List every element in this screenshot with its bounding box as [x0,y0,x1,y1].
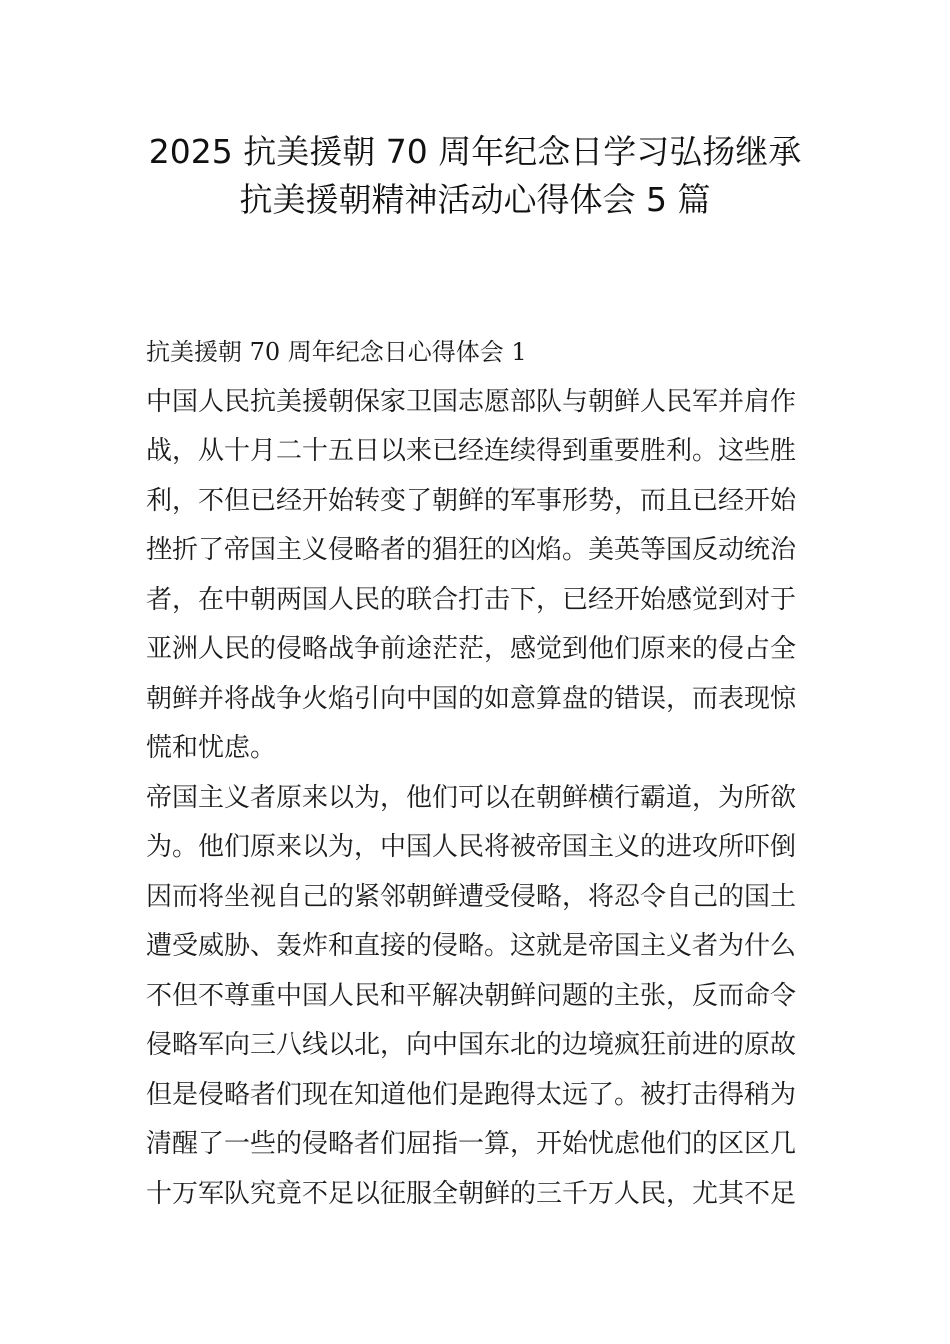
title-line-2: 抗美援朝精神活动心得体会 5 篇 [239,180,711,219]
document-title [0,128,950,224]
paragraph-line: 十万军队究竟不足以征服全朝鲜的三千万人民，尤其不足 [146,1178,797,1209]
paragraph-line: 因而将坐视自己的紧邻朝鲜遭受侵略，将忍令自己的国土 [146,881,797,912]
section-heading: 抗美援朝 70 周年纪念日心得体会 1 [146,338,527,366]
document-body [146,328,810,1219]
paragraph-line: 中国人民抗美援朝保家卫国志愿部队与朝鲜人民军并肩作 [146,386,797,417]
paragraph-line: 不但不尊重中国人民和平解决朝鲜问题的主张，反而命令 [146,980,797,1011]
paragraph-line: 利，不但已经开始转变了朝鲜的军事形势，而且已经开始 [146,485,797,516]
paragraph-line: 慌和忧虑。 [146,733,277,763]
title-line-1: 2025 抗美援朝 70 周年纪念日学习弘扬继承 [148,132,802,171]
paragraph-line: 挫折了帝国主义侵略者的猖狂的凶焰。美英等国反动统治 [146,535,797,565]
paragraph-line: 亚洲人民的侵略战争前途茫茫，感觉到他们原来的侵占全 [146,634,797,664]
paragraph-line: 者，在中朝两国人民的联合打击下，已经开始感觉到对于 [146,584,797,615]
paragraph-line: 清醒了一些的侵略者们屈指一算，开始忧虑他们的区区几 [146,1129,797,1159]
paragraph-line: 侵略军向三八线以北，向中国东北的边境疯狂前进的原故 [146,1030,797,1060]
paragraph-line: 朝鲜并将战争火焰引向中国的如意算盘的错误，而表现惊 [146,683,797,714]
paragraph-line: 为。他们原来以为，中国人民将被帝国主义的进攻所吓倒 [146,832,797,862]
paragraph-line: 遭受威胁、轰炸和直接的侵略。这就是帝国主义者为什么 [146,931,797,961]
paragraph-line: 但是侵略者们现在知道他们是跑得太远了。被打击得稍为 [146,1079,797,1110]
paragraph-line: 战，从十月二十五日以来已经连续得到重要胜利。这些胜 [146,436,797,466]
paragraph-line: 帝国主义者原来以为，他们可以在朝鲜横行霸道，为所欲 [146,782,797,813]
